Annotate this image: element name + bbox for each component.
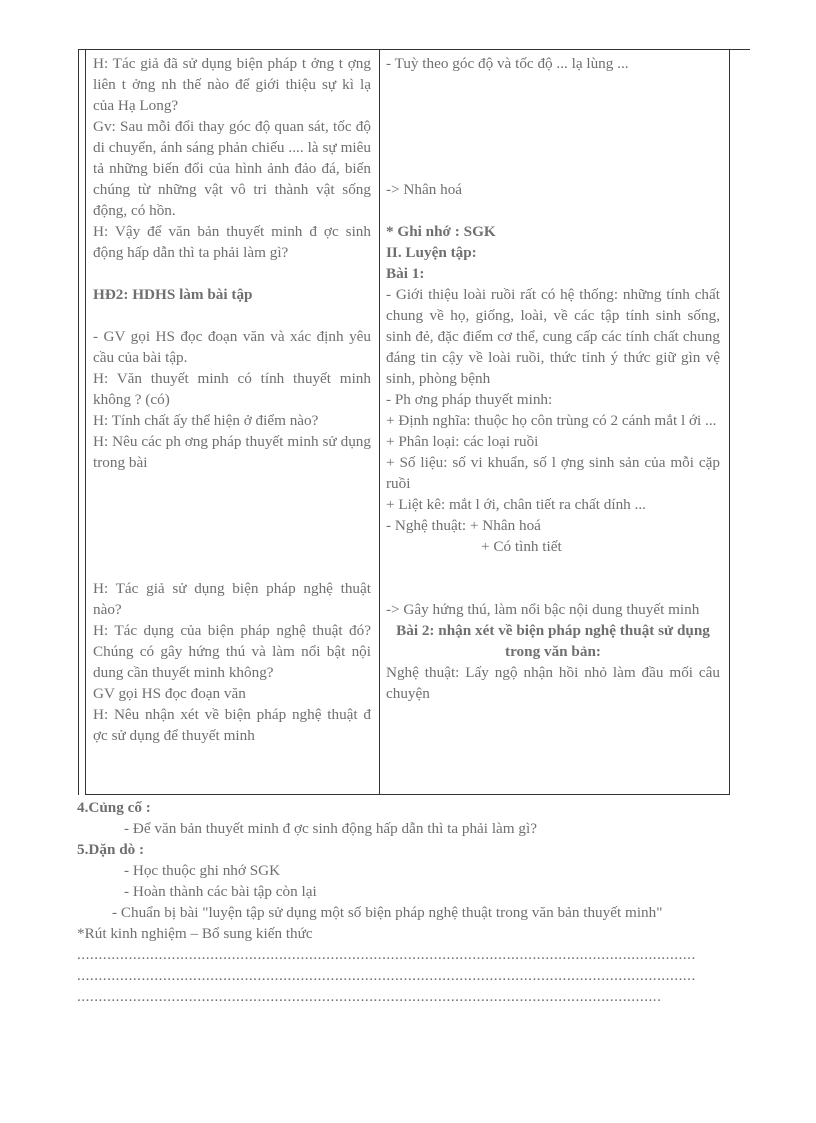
question-text: H: Nêu nhận xét về biện pháp nghệ thuật đ ợc sử dụng để thuyết minh <box>93 706 371 744</box>
homework-heading: 5.Dặn dò : <box>77 841 145 858</box>
exercise-1-heading: Bài 1: <box>386 265 425 282</box>
homework-item: - Chuẩn bị bài "luyện tập sử dụng một số biện pháp nghệ thuật trong văn bản thuyết minh" <box>112 904 663 921</box>
blank-line: ................................................................................................................................................ <box>77 967 696 984</box>
question-text: H: Tác giả sử dụng biện pháp nghệ thuật nào? <box>93 580 371 618</box>
consolidation-item: - Để văn bản thuyết minh đ ợc sinh động hấp dẫn thì ta phải làm gì? <box>124 820 537 837</box>
remember-heading: * Ghi nhớ : SGK <box>386 223 496 240</box>
answer-text: - Tuỳ theo góc độ và tốc độ ... lạ lùng ... <box>386 55 629 72</box>
practice-heading: II. Luyện tập: <box>386 244 477 261</box>
question-text: H: Văn thuyết minh có tính thuyết minh không ? (có) <box>93 370 371 408</box>
experience-heading: *Rút kinh nghiệm – Bổ sung kiến thức <box>77 925 313 942</box>
blank-line: ................................................................................................................................................ <box>77 946 696 963</box>
answer-text: + Định nghĩa: thuộc họ côn trùng có 2 cánh mắt l ới ... <box>386 412 717 429</box>
teacher-note: - GV gọi HS đọc đoạn văn và xác định yêu cầu của bài tập. <box>93 328 371 366</box>
question-text: H: Tính chất ấy thể hiện ở điểm nào? <box>93 412 319 429</box>
homework-item: - Hoàn thành các bài tập còn lại <box>124 883 317 900</box>
teacher-activities-column <box>93 53 371 746</box>
answer-text: - Ph ơng pháp thuyết minh: <box>386 391 553 408</box>
column-divider <box>379 49 380 795</box>
answer-text: Nghệ thuật: Lấy ngộ nhận hồi nhỏ làm đầu mối câu chuyện <box>386 664 720 702</box>
question-text: H: Vậy để văn bản thuyết minh đ ợc sinh động hấp dẫn thì ta phải làm gì? <box>93 223 371 261</box>
teacher-note: GV gọi HS đọc đoạn văn <box>93 685 246 702</box>
blank-line: ........................................................................................................................................ <box>77 988 662 1005</box>
answer-text: + Phân loại: các loại ruồi <box>386 433 539 450</box>
question-text: H: Nêu các ph ơng pháp thuyết minh sử dụng trong bài <box>93 433 371 471</box>
teacher-note: Gv: Sau mỗi đổi thay góc độ quan sát, tốc độ di chuyển, ánh sáng phản chiếu .... là sự miêu tả những biến đổi của hình ảnh đảo đá, biến chúng từ những vật vô tri thành vật sống động, có hồn. <box>93 118 371 219</box>
answer-text: + Liệt kê: mắt l ới, chân tiết ra chất dính ... <box>386 496 646 513</box>
answer-text: + Có tình tiết <box>481 538 562 555</box>
activity-heading: HĐ2: HDHS làm bài tập <box>93 286 253 303</box>
lesson-closing-section <box>77 797 727 1007</box>
answers-column <box>386 53 720 704</box>
answer-text: - Giới thiệu loài ruồi rất có hệ thống: những tính chất chung về họ, giống, loài, về các tập tính sinh sống, sinh đẻ, đặc điểm cơ thể, cung cấp các tính chất chung đáng tin cậy về loài ruồi, thức tỉnh ý thức giữ gìn vệ sinh, phòng bệnh <box>386 286 720 387</box>
question-text: H: Tác giả đã sử dụng biện pháp t ởng t ợng liên t ởng nh thế nào để giới thiệu sự kì lạ của Hạ Long? <box>93 55 371 114</box>
homework-item: - Học thuộc ghi nhớ SGK <box>124 862 281 879</box>
consolidation-heading: 4.Củng cố : <box>77 799 151 816</box>
answer-text: - Nghệ thuật: + Nhân hoá <box>386 517 541 534</box>
answer-text: -> Nhân hoá <box>386 181 463 198</box>
exercise-2-heading: Bài 2: nhận xét về biện pháp nghệ thuật sử dụng trong văn bản: <box>396 622 710 660</box>
answer-text: + Số liệu: số vi khuẩn, số l ợng sinh sản của mỗi cặp ruồi <box>386 454 720 492</box>
answer-text: -> Gây hứng thú, làm nổi bậc nội dung thuyết minh <box>386 601 700 618</box>
table-left-border <box>78 49 79 795</box>
question-text: H: Tác dụng của biện pháp nghệ thuật đó? Chúng có gây hứng thú và làm nổi bật nội dung cần thuyết minh không? <box>93 622 371 681</box>
